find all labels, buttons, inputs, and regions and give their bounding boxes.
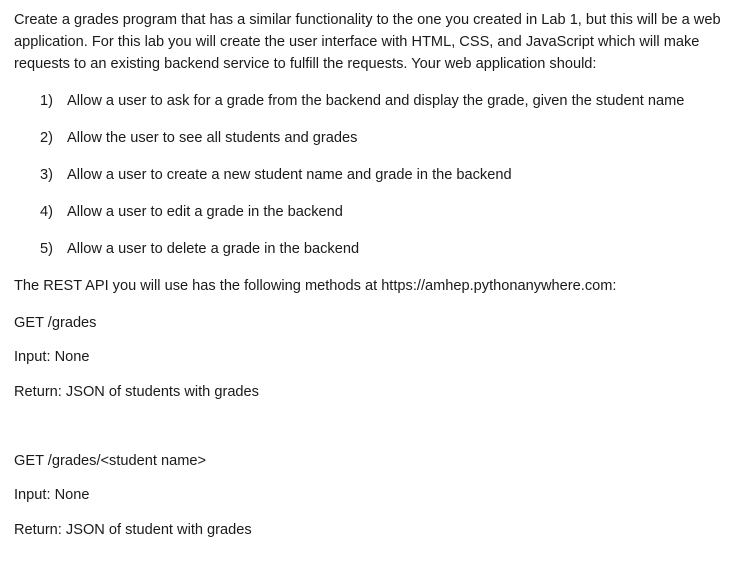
list-item-text: Allow the user to see all students and grades	[67, 130, 358, 146]
endpoint-method: GET /grades	[14, 315, 97, 331]
list-item-number: 2)	[40, 130, 53, 146]
list-item-number: 4)	[40, 204, 53, 220]
list-item-number: 3)	[40, 167, 53, 183]
list-item-text: Allow a user to delete a grade in the backend	[67, 241, 360, 257]
list-item-text: Allow a user to create a new student name and grade in the backend	[67, 167, 512, 183]
list-item-text: Allow a user to edit a grade in the backend	[67, 204, 343, 220]
endpoint-return: Return: JSON of student with grades	[14, 522, 252, 538]
list-item-number: 1)	[40, 93, 53, 109]
api-intro: The REST API you will use has the following methods at https://amhep.pythonanywhere.com:	[14, 278, 617, 294]
intro-paragraph: Create a grades program that has a similar functionality to the one you created in Lab 1, but this will be a web application. For this lab you will create the user interface with HTML, CSS, and JavaScript which will make requests to an existing backend service to fulfill the requests. Your web application should:	[14, 12, 721, 72]
list-item-number: 5)	[40, 241, 53, 257]
list-item-text: Allow a user to ask for a grade from the backend and display the grade, given the student name	[67, 93, 685, 109]
endpoint-input: Input: None	[14, 349, 90, 365]
endpoint-return: Return: JSON of students with grades	[14, 384, 259, 400]
endpoint-input: Input: None	[14, 487, 90, 503]
endpoint-method: GET /grades/<student name>	[14, 453, 206, 469]
